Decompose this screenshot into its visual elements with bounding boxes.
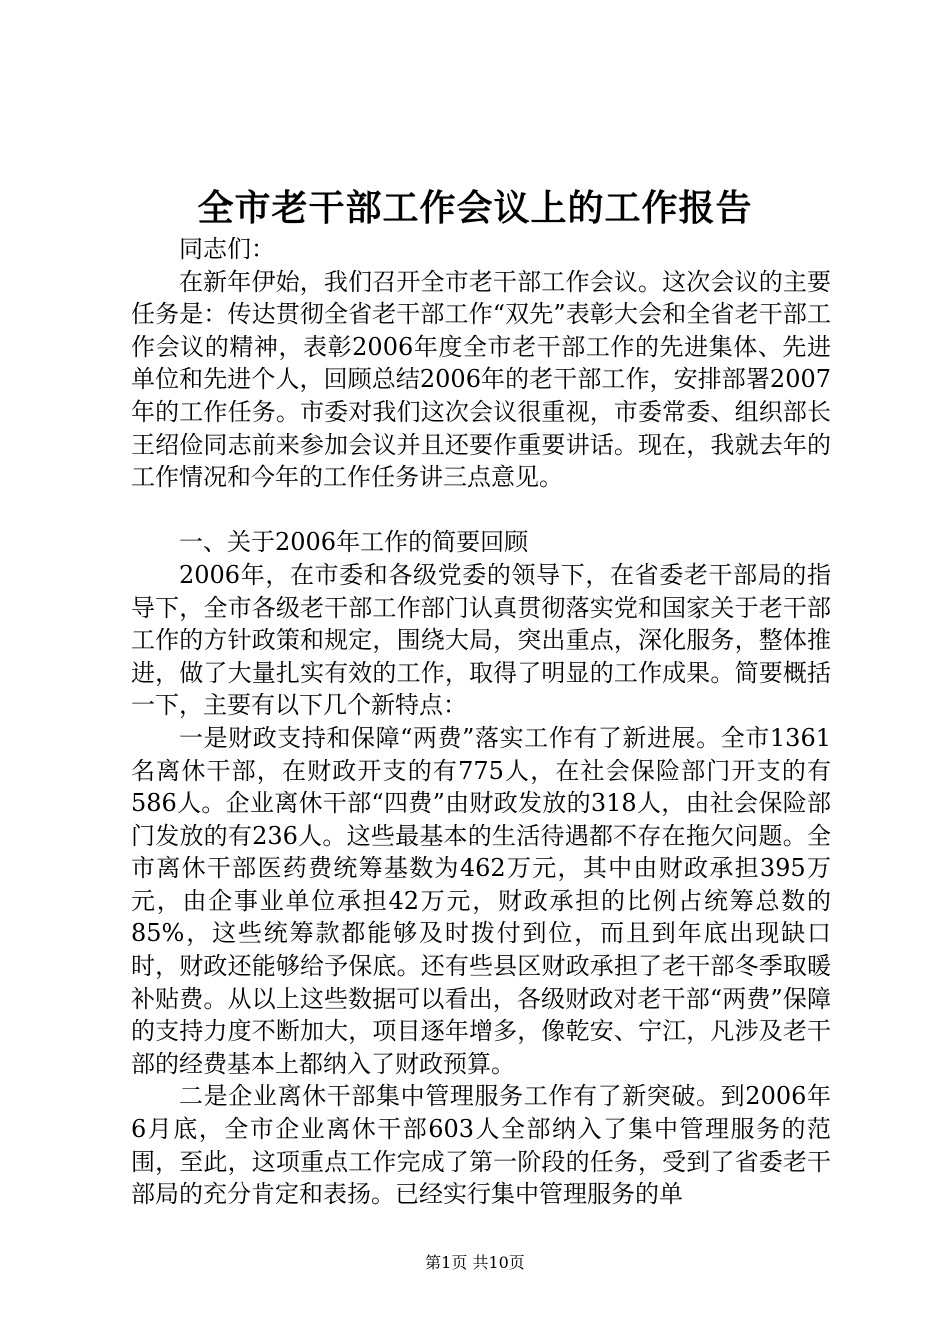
page-footer: 第1页 共10页 — [425, 1253, 525, 1272]
section-heading: 一、关于2006年工作的简要回顾 — [179, 528, 529, 557]
paragraph-point-one: 一是财政支持和保障“两费”落实工作有了新进展。全市1361名离休干部，在财政开支的有775人，在社会保险部门开支的有586人。企业离休干部“四费”由财政发放的318人，由社会保险部门发放的有236人。这些最基本的生活待遇都不存在拖欠问题。全市离休干部医药费统筹基数为462万元，其中由财政承担395万元，由企事业单位承担42万元，财政承担的比例占统筹总数的85%，这些统筹款都能够及时拨付到位，而且到年底出现缺口时，财政还能够给予保底。还有些县区财政承担了老干部冬季取暖补贴费。从以上这些数据可以看出，各级财政对老干部“两费”保障的支持力度不断加大，项目逐年增多，像乾安、宁江，凡涉及老干部的经费基本上都纳入了财政预算。 — [131, 723, 831, 1078]
paragraph-point-two: 二是企业离休干部集中管理服务工作有了新突破。到2006年6月底，全市企业离休干部603人全部纳入了集中管理服务的范围，至此，这项重点工作完成了第一阶段的任务，受到了省委老干部局的充分肯定和表扬。已经实行集中管理服务的单 — [131, 1082, 831, 1209]
document-title: 全市老干部工作会议上的工作报告 — [197, 187, 753, 229]
salutation: 同志们： — [179, 235, 275, 263]
paragraph-intro: 在新年伊始，我们召开全市老干部工作会议。这次会议的主要任务是：传达贯彻全省老干部工作“双先”表彰大会和全省老干部工作会议的精神，表彰2006年度全市老干部工作的先进集体、先进单位和先进个人，回顾总结2006年的老干部工作，安排部署2007年的工作任务。市委对我们这次会议很重视，市委常委、组织部长王绍俭同志前来参加会议并且还要作重要讲话。现在，我就去年的工作情况和今年的工作任务讲三点意见。 — [131, 267, 831, 492]
paragraph-overview: 2006年，在市委和各级党委的领导下，在省委老干部局的指导下，全市各级老干部工作部门认真贯彻落实党和国家关于老干部工作的方针政策和规定，围绕大局，突出重点，深化服务，整体推进，做了大量扎实有效的工作，取得了明显的工作成果。简要概括一下，主要有以下几个新特点： — [131, 560, 831, 720]
document-body — [131, 233, 831, 1211]
